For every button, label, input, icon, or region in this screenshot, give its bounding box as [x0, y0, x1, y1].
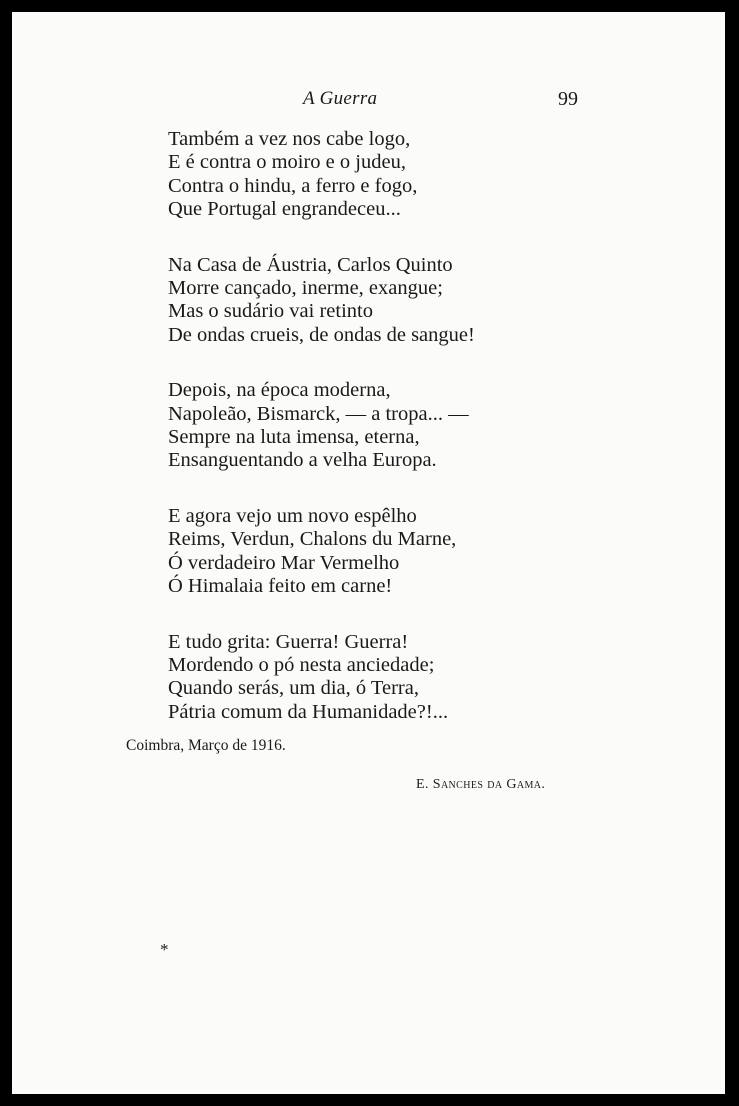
verse-line: Que Portugal engrandeceu... — [168, 198, 401, 221]
verse-line: Pátria comum da Humanidade?!... — [168, 700, 449, 723]
place-date: Coimbra, Março de 1916. — [126, 737, 286, 754]
verse-line: Na Casa de Áustria, Carlos Quinto — [168, 253, 453, 276]
verse-line: Reims, Verdun, Chalons du Marne, — [168, 528, 457, 551]
verse-line: Também a vez nos cabe logo, — [168, 128, 411, 150]
verse-line: Ó verdadeiro Mar Vermelho — [168, 551, 400, 574]
verse-line: Sempre na luta imensa, eterna, — [168, 426, 420, 449]
verse-line: Ensanguentando a velha Europa. — [168, 449, 437, 472]
stanza-3 — [168, 379, 628, 473]
verse-line: Contra o hindu, a ferro e fogo, — [168, 174, 418, 197]
verse-line: E agora vejo um novo espêlho — [168, 504, 417, 527]
verse-line: Ó Himalaia feito em carne! — [168, 575, 393, 598]
verse-line: Mas o sudário vai retinto — [168, 300, 373, 323]
book-page — [12, 12, 725, 1094]
running-title: A Guerra — [303, 88, 378, 109]
poem — [168, 128, 628, 724]
verse-line: Quando serás, um dia, ó Terra, — [168, 677, 419, 700]
verse-line: Mordendo o pó nesta anciedade; — [168, 653, 435, 676]
verse-line: E tudo grita: Guerra! Guerra! — [168, 630, 409, 653]
stanza-4 — [168, 505, 628, 599]
stanza-1 — [168, 128, 628, 222]
verse-line: Depois, na época moderna, — [168, 379, 391, 402]
verse-line: E é contra o moiro e o judeu, — [168, 151, 406, 174]
stanza-5 — [168, 631, 628, 725]
verse-line: Morre cançado, inerme, exangue; — [168, 277, 443, 300]
footer-asterisk: * — [160, 940, 169, 959]
verse-line: Napoleão, Bismarck, — a tropa... — — [168, 402, 469, 425]
stanza-2 — [168, 254, 628, 348]
page-number: 99 — [558, 88, 578, 110]
verse-line: De ondas crueis, de ondas de sangue! — [168, 323, 475, 346]
running-head — [12, 88, 725, 118]
author-signature: E. Sanches da Gama. — [416, 777, 546, 792]
